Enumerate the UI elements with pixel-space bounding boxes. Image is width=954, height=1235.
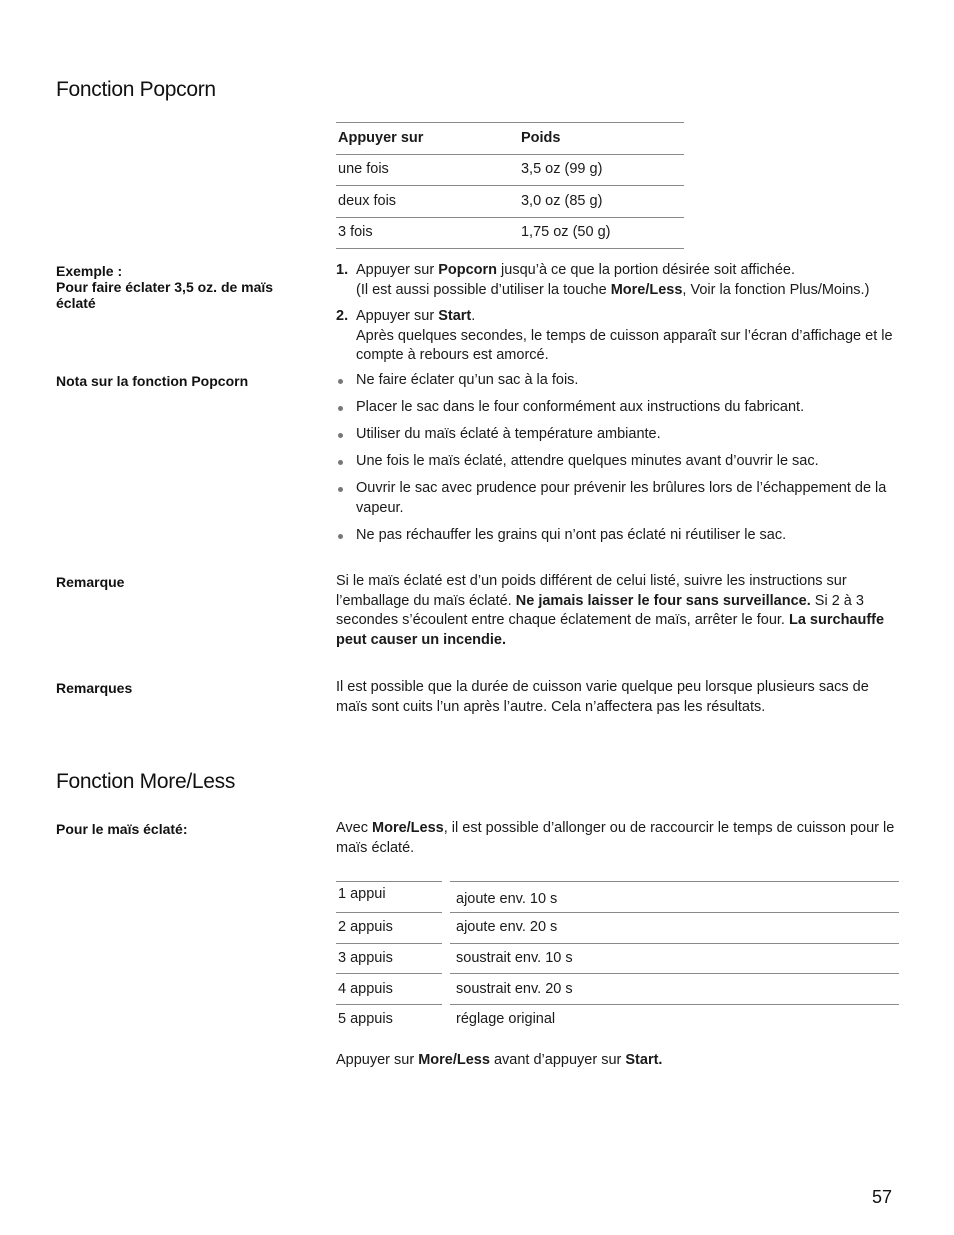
moreless-footer: Appuyer sur More/Less avant d’appuyer sur Start. (336, 1052, 663, 1068)
section-title-popcorn: Fonction Popcorn (56, 78, 216, 101)
step-key: Start (438, 308, 472, 324)
step-text: Appuyer sur (356, 308, 439, 324)
table-header-cell: Poids (520, 129, 561, 146)
bullet-icon (338, 379, 343, 384)
table-row (336, 912, 899, 943)
step-number: 2. (336, 308, 349, 324)
section-title-moreless: Fonction More/Less (56, 770, 236, 793)
table-cell: 3,0 oz (85 g) (520, 192, 603, 209)
step-number: 1. (336, 262, 349, 278)
table-cell: réglage original (450, 1004, 899, 1035)
page-number: 57 (872, 1187, 893, 1207)
list-item: Utiliser du maïs éclaté à température ambiante. (336, 425, 896, 445)
table-row (336, 185, 684, 217)
table-cell: ajoute env. 20 s (450, 912, 899, 943)
step-text: , Voir la fonction Plus/Moins.) (682, 281, 870, 298)
bullet-icon (338, 487, 343, 492)
list-item: Ne faire éclater qu’un sac à la fois. (336, 371, 896, 391)
remarque-label: Remarque (56, 574, 125, 590)
moreless-intro: Avec More/Less, il est possible d’allonger ou de raccourcir le temps de cuisson pour le maïs éclaté. (336, 820, 895, 856)
table-cell: 3 appuis (336, 943, 442, 974)
table-cell: 1 appui (336, 881, 442, 912)
remarque-text: Si le maïs éclaté est d’un poids différent de celui listé, suivre les instructions sur l’emballage du maïs éclaté. Ne jamais laisser le four sans surveillance. Si 2 à 3 secondes s’écoulent entre chaque éclatement de maïs, arrêter le four. La surchauffe peut causer un incendie. (336, 573, 885, 648)
bullet-icon (338, 460, 343, 465)
step-key: Popcorn (438, 262, 498, 278)
example-label: Exemple : Pour faire éclater 3,5 oz. de maïs éclaté (56, 263, 274, 311)
bullet-icon (338, 534, 343, 539)
step-2 (336, 307, 896, 366)
table-row (336, 1004, 899, 1035)
bullet-icon (338, 433, 343, 438)
step-1 (336, 261, 896, 300)
table-cell: deux fois (338, 192, 397, 209)
moreless-table (336, 881, 899, 1035)
remarques-text: Il est possible que la durée de cuisson varie quelque peu lorsque plusieurs sacs de maïs sont cuits l’un après l’autre. Cela n’affectera pas les résultats. (336, 679, 869, 715)
table-cell: 3,5 oz (99 g) (520, 161, 603, 177)
table-row (336, 881, 899, 912)
step-text: Appuyer sur (356, 262, 439, 278)
list-item: Ne pas réchauffer les grains qui n’ont pas éclaté ni réutiliser le sac. (336, 526, 896, 546)
table-row (336, 973, 899, 1004)
remarques-label: Remarques (56, 680, 133, 696)
list-item: Placer le sac dans le four conformément aux instructions du fabricant. (336, 398, 896, 418)
popcorn-weight-table (336, 122, 684, 249)
table-row (336, 154, 684, 186)
table-cell: 5 appuis (336, 1004, 442, 1035)
table-cell: soustrait env. 20 s (450, 973, 899, 1004)
bullet-icon (338, 406, 343, 411)
step-text: jusqu’à ce que la portion désirée soit affichée. (497, 262, 796, 278)
list-item: Ouvrir le sac avec prudence pour prévenir les brûlures lors de l’échappement de la vapeur. (336, 479, 896, 518)
table-header-row (336, 122, 684, 154)
table-row (336, 217, 684, 250)
step-text: . (471, 308, 476, 324)
table-cell: 1,75 oz (50 g) (520, 224, 611, 240)
table-header-cell: Appuyer sur (338, 129, 424, 146)
table-cell: 3 fois (338, 224, 373, 240)
table-cell: soustrait env. 10 s (450, 943, 899, 974)
list-item: Une fois le maïs éclaté, attendre quelques minutes avant d’ouvrir le sac. (336, 452, 896, 472)
step-key: More/Less (610, 281, 683, 298)
step-text: Après quelques secondes, le temps de cuisson apparaît sur l’écran d’affichage et le compte à rebours est amorcé. (356, 327, 893, 363)
table-cell: 4 appuis (336, 973, 442, 1004)
note-list (336, 371, 896, 553)
moreless-label: Pour le maïs éclaté: (56, 821, 188, 837)
table-cell: 2 appuis (336, 912, 442, 943)
table-cell: une fois (338, 161, 389, 177)
table-row (336, 943, 899, 974)
table-cell: ajoute env. 10 s (450, 881, 899, 912)
step-text: (Il est aussi possible d’utiliser la touche (356, 281, 611, 298)
note-label: Nota sur la fonction Popcorn (56, 373, 249, 389)
